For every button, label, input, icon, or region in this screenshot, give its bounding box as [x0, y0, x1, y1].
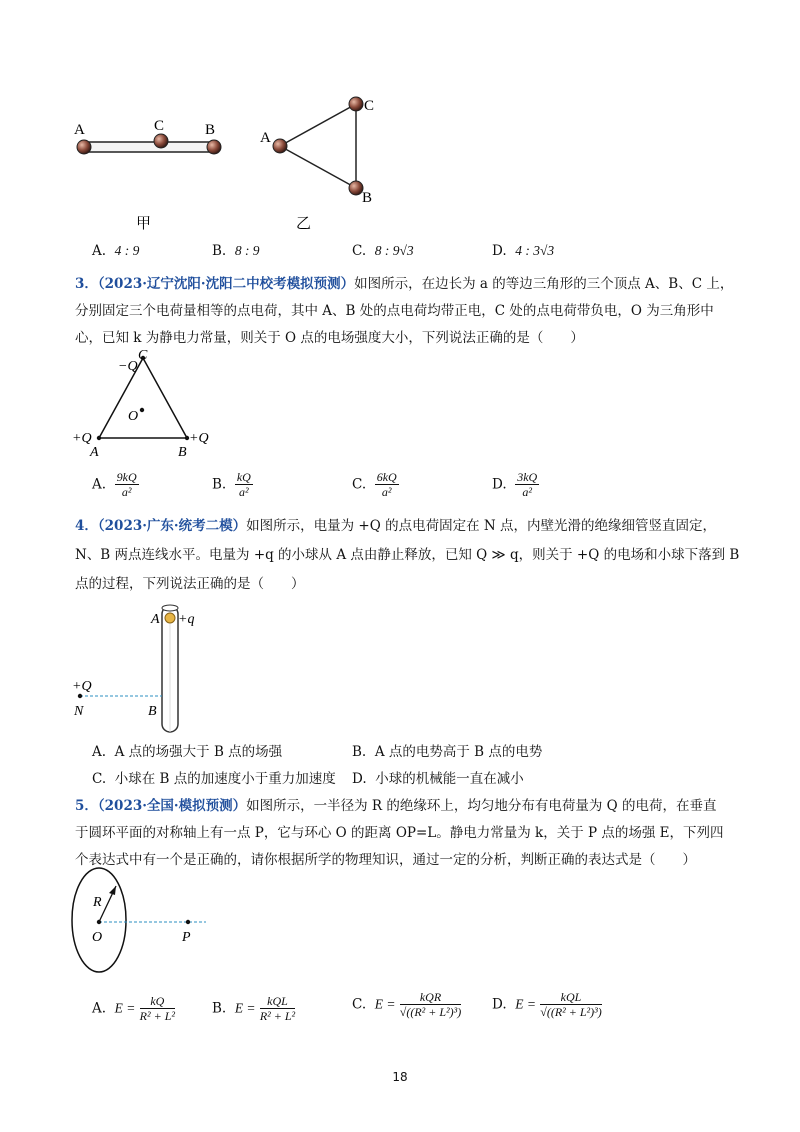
label-c: C	[154, 118, 165, 134]
q3-option-a[interactable]: A. $\frac{9kQ}{\text{a²}}$	[92, 470, 137, 499]
label-b: B	[205, 122, 216, 138]
q2-option-d[interactable]: D. 4 : 3√3	[492, 243, 555, 259]
ball-c	[154, 134, 168, 148]
q3-stem-line-1: 3．（2023·辽宁沈阳·沈阳二中校考模拟预测）如图所示，在边长为 a 的等边三角形的三个顶点 A、B、C 上，	[75, 276, 734, 292]
a-charge: +Q	[72, 431, 92, 446]
label-n: N	[74, 704, 84, 719]
q4-number: 4．	[75, 518, 98, 534]
q3-number: 3．	[75, 276, 98, 292]
rod	[80, 142, 216, 152]
label-a: A	[151, 612, 160, 627]
q2-option-a[interactable]: A. 4 : 9	[92, 243, 140, 259]
q3-stem-line-3: 心，已知 k 为静电力常量，则关于 O 点的电场强度大小，下列说法正确的是（ ）	[75, 330, 584, 346]
caption-yi: 乙	[296, 216, 312, 232]
label-big-q: +Q	[72, 679, 92, 694]
b-charge: +Q	[189, 431, 209, 446]
q3-stem-line-2: 分别固定三个电荷量相等的点电荷，其中 A、B 处的点电荷均带正电，C 处的点电荷带负电，O 为三角形中	[75, 303, 714, 319]
caption-jia: 甲	[136, 216, 152, 232]
q5-option-d[interactable]: D. E = $\frac{\text{kQL}}{\text{√((R² + L²)³)}}$	[492, 990, 602, 1019]
label-p: P	[182, 930, 191, 945]
q5-option-a[interactable]: A. E = $\frac{kQ}{\text{R² + L²}}$	[92, 994, 175, 1023]
label-b: B	[148, 704, 157, 719]
q4-stem-line-1: 4．（2023·广东·统考二模）如图所示，电量为 +Q 的点电荷固定在 N 点，内壁光滑的绝缘细管竖直固定，	[75, 518, 716, 534]
q4-option-c[interactable]: C. 小球在 B 点的加速度小于重力加速度	[92, 771, 336, 787]
c-charge: −Q	[118, 359, 138, 374]
q5-ring-figure	[66, 866, 216, 981]
ball-yi-a	[273, 139, 287, 153]
label-o: O	[92, 930, 103, 945]
q3-source: （2023·辽宁沈阳·沈阳二中校考模拟预测）	[97, 276, 355, 292]
q4-option-a[interactable]: A. A 点的场强大于 B 点的场强	[92, 744, 283, 760]
ball-b	[207, 140, 221, 154]
ball-a	[77, 140, 91, 154]
q4-source: （2023·广东·统考二模）	[97, 518, 247, 534]
label-yi-c: C	[364, 98, 375, 114]
center-o-dot	[140, 408, 144, 412]
q5-number: 5．	[75, 798, 98, 814]
figure-jia-yi	[60, 90, 400, 235]
q5-option-c[interactable]: C. E = $\frac{\text{kQR}}{\text{√((R² + L²)³)}}$	[352, 990, 462, 1019]
label-small-q: +q	[178, 612, 195, 627]
q4-option-b[interactable]: B. A 点的电势高于 B 点的电势	[352, 744, 543, 760]
q3-option-c[interactable]: C. $\frac{6kQ}{\text{a²}}$	[352, 470, 397, 499]
q2-option-b[interactable]: B. 8 : 9	[212, 243, 260, 259]
q4-option-d[interactable]: D. 小球的机械能一直在减小	[352, 771, 524, 787]
label-yi-a: A	[260, 130, 271, 146]
b-vertex: B	[178, 445, 187, 459]
c-vertex: C	[138, 348, 148, 363]
q3-option-b[interactable]: B. $\frac{kQ}{\text{a²}}$	[212, 470, 251, 499]
label-a: A	[74, 122, 85, 138]
q4-stem-line-2: N、B 两点连线水平。电量为 +q 的小球从 A 点由静止释放，已知 Q ≫ q，则关于 +Q 的电场和小球下落到 B	[75, 547, 740, 563]
ball-yi-c	[349, 97, 363, 111]
q4-stem-line-3: 点的过程，下列说法正确的是（ ）	[75, 576, 305, 592]
q3-option-d[interactable]: D. $\frac{3kQ}{\text{a²}}$	[492, 470, 538, 499]
q5-source: （2023·全国·模拟预测）	[97, 798, 247, 814]
q5-stem-line-2: 于圆环平面的对称轴上有一点 P，它与环心 O 的距离 OP=L。静电力常量为 k，关于 P 点的场强 E，下列四	[75, 825, 724, 841]
small-ball	[165, 613, 175, 623]
q5-stem-line-3: 个表达式中有一个是正确的，请你根据所学的物理知识，通过一定的分析，判断正确的表达式是（ ）	[75, 852, 696, 868]
label-yi-b: B	[362, 190, 373, 206]
ball-yi-b	[349, 181, 363, 195]
q5-stem-line-1: 5．（2023·全国·模拟预测）如图所示，一半径为 R 的绝缘环上，均匀地分布有电荷量为 Q 的电荷，在垂直	[75, 798, 717, 814]
q2-option-c[interactable]: C. 8 : 9√3	[352, 243, 414, 259]
label-r: R	[93, 895, 102, 910]
page-number: 18	[392, 1070, 408, 1084]
o-label: O	[128, 409, 139, 424]
q3-triangle-figure	[70, 344, 230, 459]
a-vertex: A	[90, 445, 99, 459]
q5-option-b[interactable]: B. E = $\frac{\text{kQL}}{\text{R² + L²}}$	[212, 994, 296, 1023]
q4-tube-figure	[68, 598, 218, 738]
